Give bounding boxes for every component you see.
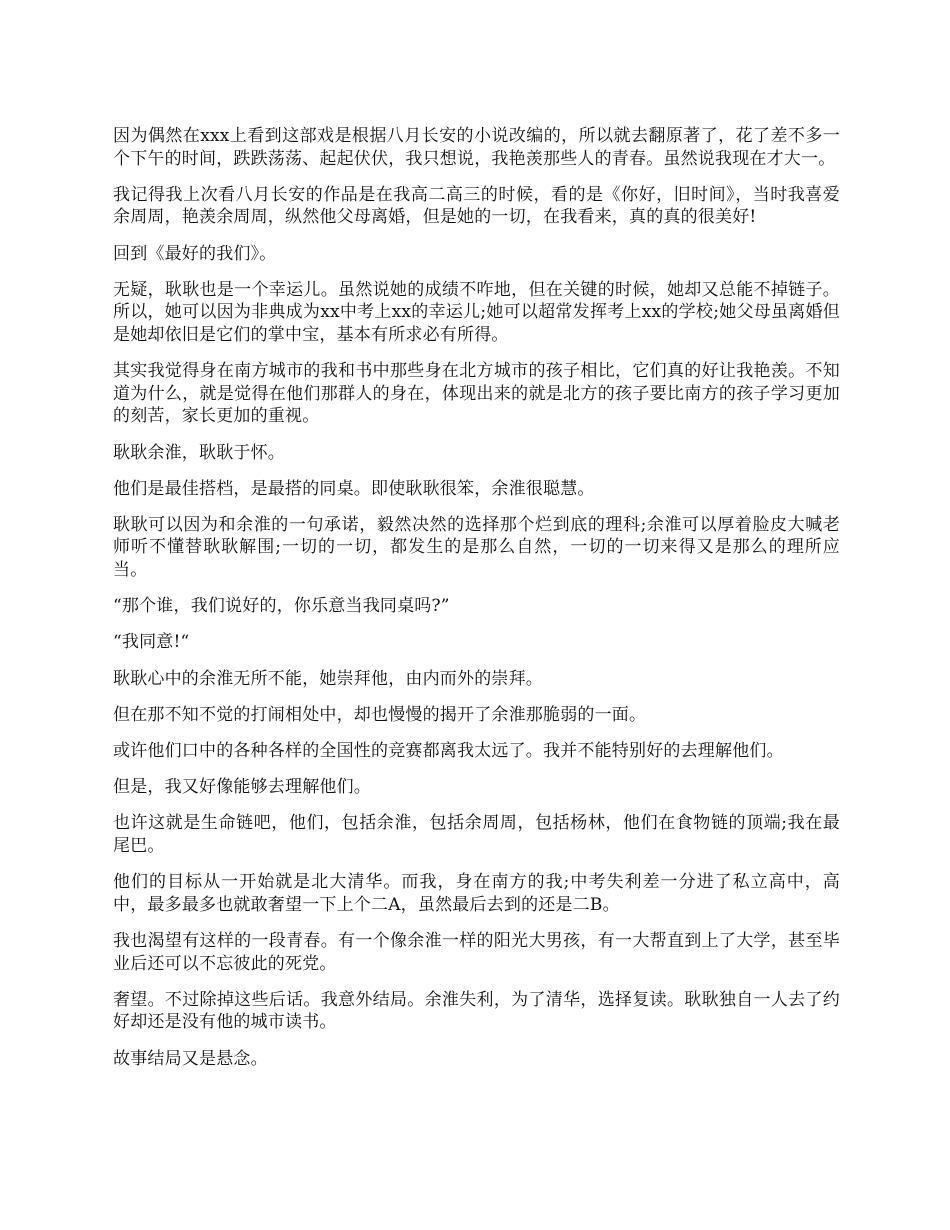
paragraph-17: 我也渴望有这样的一段青春。有一个像余淮一样的阳光大男孩，有一大帮直到上了大学，甚至毕业后还可以不忘彼此的死党。 bbox=[113, 930, 840, 974]
paragraph-6: 耿耿余淮，耿耿于怀。 bbox=[113, 442, 285, 463]
paragraph-2: 我记得我上次看八月长安的作品是在我高二高三的时候，看的是《你好，旧时间》，当时我喜爱余周周，艳羡余周周，纵然他父母离婚，但是她的一切，在我看来，真的真的很美好! bbox=[113, 184, 840, 228]
paragraph-18: 奢望。不过除掉这些后话。我意外结局。余淮失利，为了清华，选择复读。耿耿独自一人去了约好却还是没有他的城市读书。 bbox=[113, 989, 840, 1033]
paragraph-19: 故事结局又是悬念。 bbox=[113, 1048, 268, 1069]
paragraph-14: 但是，我又好像能够去理解他们。 bbox=[113, 777, 371, 798]
paragraph-8: 耿耿可以因为和余淮的一句承诺，毅然决然的选择那个烂到底的理科;余淮可以厚着脸皮大喊老师听不懂替耿耿解围;一切的一切，都发生的是那么自然，一切的一切来得又是那么的理所应当。 bbox=[113, 514, 840, 581]
paragraph-11: 耿耿心中的余淮无所不能，她崇拜他，由内而外的崇拜。 bbox=[113, 668, 543, 689]
document-body bbox=[113, 125, 840, 1084]
paragraph-7: 他们是最佳搭档，是最搭的同桌。即使耿耿很笨，余淮很聪慧。 bbox=[113, 478, 595, 499]
paragraph-15: 也许这就是生命链吧，他们，包括余淮，包括余周周，包括杨林，他们在食物链的顶端;我在最尾巴。 bbox=[113, 813, 840, 856]
paragraph-3: 回到《最好的我们》。 bbox=[113, 243, 277, 264]
paragraph-5: 其实我觉得身在南方城市的我和书中那些身在北方城市的孩子相比，它们真的好让我艳羡。不知道为什么，就是觉得在他们那群人的身在，体现出来的就是北方的孩子要比南方的孩子学习更加的刻苦，家长更加的重视。 bbox=[113, 361, 840, 427]
paragraph-9: “那个谁，我们说好的，你乐意当我同桌吗?” bbox=[113, 596, 450, 617]
paragraph-4: 无疑，耿耿也是一个幸运儿。虽然说她的成绩不咋地，但在关键的时候，她却又总能不掉链子。所以，她可以因为非典成为xx中考上xx的幸运儿;她可以超常发挥考上xx的学校;她父母虽离婚但是她却依旧是它们的掌中宝，基本有所求必有所得。 bbox=[113, 279, 840, 345]
paragraph-10: “我同意!“ bbox=[113, 632, 190, 653]
paragraph-13: 或许他们口中的各种各样的全国性的竞赛都离我太远了。我并不能特别好的去理解他们。 bbox=[113, 741, 784, 761]
paragraph-1: 因为偶然在xxx上看到这部戏是根据八月长安的小说改编的，所以就去翻原著了，花了差不多一个下午的时间，跌跌荡荡、起起伏伏，我只想说，我艳羡那些人的青春。虽然说我现在才大一。 bbox=[113, 126, 840, 169]
paragraph-12: 但在那不知不觉的打闹相处中，却也慢慢的揭开了余淮那脆弱的一面。 bbox=[113, 704, 647, 725]
paragraph-16: 他们的目标从一开始就是北大清华。而我，身在南方的我;中考失利差一分进了私立高中，高中，最多最多也就敢奢望一下上个二A，虽然最后去到的还是二B。 bbox=[113, 872, 840, 915]
